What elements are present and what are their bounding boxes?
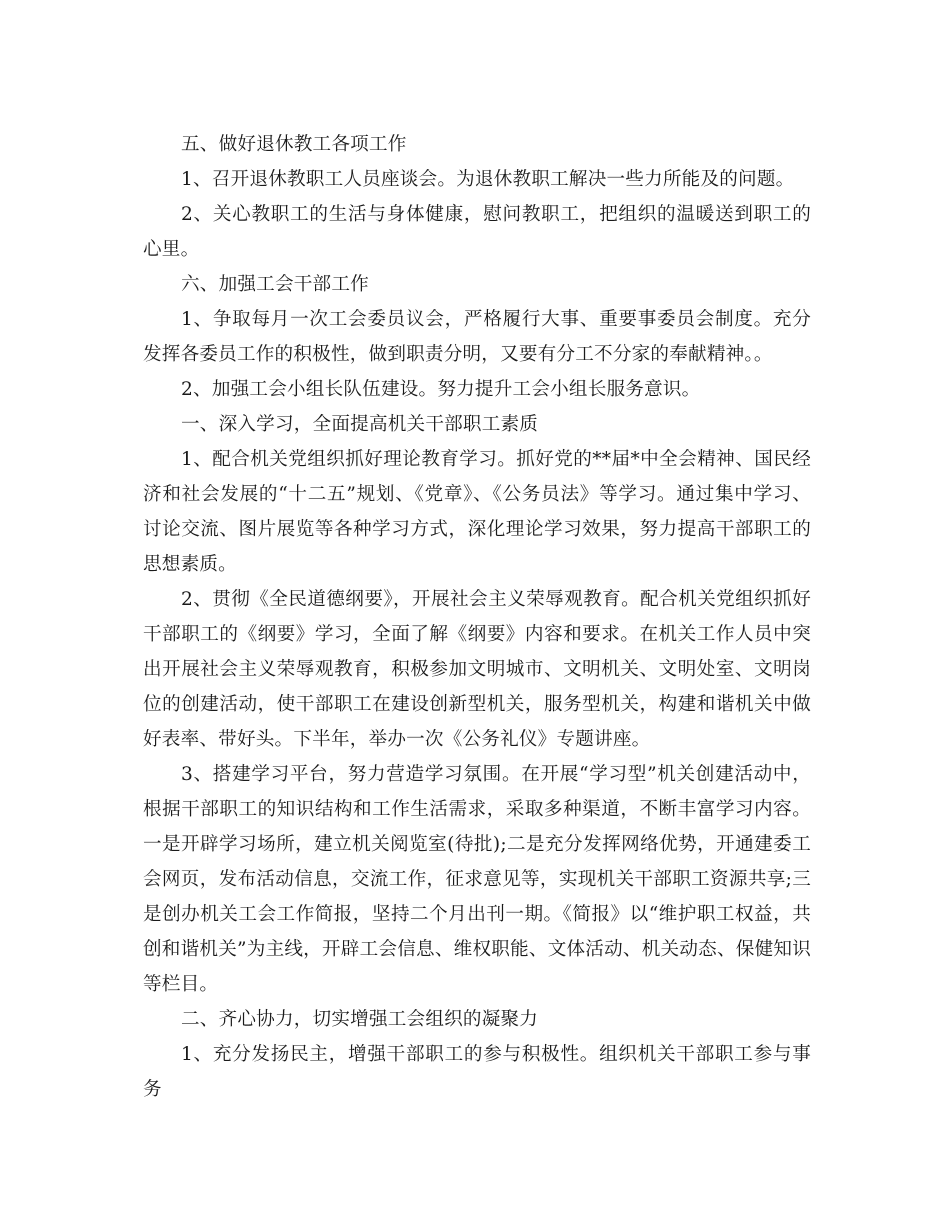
paragraph-morality-outline: 2、贯彻《全民道德纲要》，开展社会主义荣辱观教育。配合机关党组织抓好干部职工的《纲要》学习，全面了解《纲要》内容和要求。在机关工作人员中突出开展社会主义荣辱观教育，积极参加文明城市、文明机关、文明处室、文明岗位的创建活动，使干部职工在建设创新型机关，服务型机关，构建和谐机关中做好表率、带好头。下半年，举办一次《公务礼仪》专题讲座。	[143, 589, 811, 750]
document-body	[143, 127, 811, 1107]
section-heading-5: 五、做好退休教工各项工作	[181, 134, 407, 155]
paragraph-theory-study: 1、配合机关党组织抓好理论教育学习。抓好党的**届*中全会精神、国民经济和社会发展的“十二五”规划、《党章》、《公务员法》等学习。通过集中学习、讨论交流、图片展览等各种学习方式，深化理论学习效果，努力提高干部职工的思想素质。	[143, 449, 811, 575]
section-heading-1: 一、深入学习，全面提高机关干部职工素质	[181, 414, 539, 435]
paragraph-democracy: 1、充分发扬民主，增强干部职工的参与积极性。组织机关干部职工参与事务	[143, 1044, 811, 1100]
paragraph-care-health: 2、关心教职工的生活与身体健康，慰问教职工，把组织的温暖送到职工的心里。	[143, 204, 811, 260]
paragraph-group-leaders: 2、加强工会小组长队伍建设。努力提升工会小组长服务意识。	[181, 379, 701, 400]
section-heading-6: 六、加强工会干部工作	[181, 274, 369, 295]
paragraph-monthly-meeting: 1、争取每月一次工会委员议会，严格履行大事、重要事委员会制度。充分发挥各委员工作的积极性，做到职责分明，又要有分工不分家的奉献精神。。	[143, 309, 811, 365]
paragraph-learning-platform: 3、搭建学习平台，努力营造学习氛围。在开展“学习型”机关创建活动中，根据干部职工的知识结构和工作生活需求，采取多种渠道，不断丰富学习内容。一是开辟学习场所，建立机关阅览室(待批);二是充分发挥网络优势，开通建委工会网页，发布活动信息，交流工作，征求意见等，实现机关干部职工资源共享;三是创办机关工会工作简报，坚持二个月出刊一期。《简报》以“维护职工权益，共创和谐机关”为主线，开辟工会信息、维权职能、文体活动、机关动态、保健知识等栏目。	[143, 764, 811, 995]
section-heading-2: 二、齐心协力，切实增强工会组织的凝聚力	[181, 1009, 539, 1030]
paragraph-retiree-meeting: 1、召开退休教职工人员座谈会。为退休教职工解决一些力所能及的问题。	[181, 169, 795, 190]
